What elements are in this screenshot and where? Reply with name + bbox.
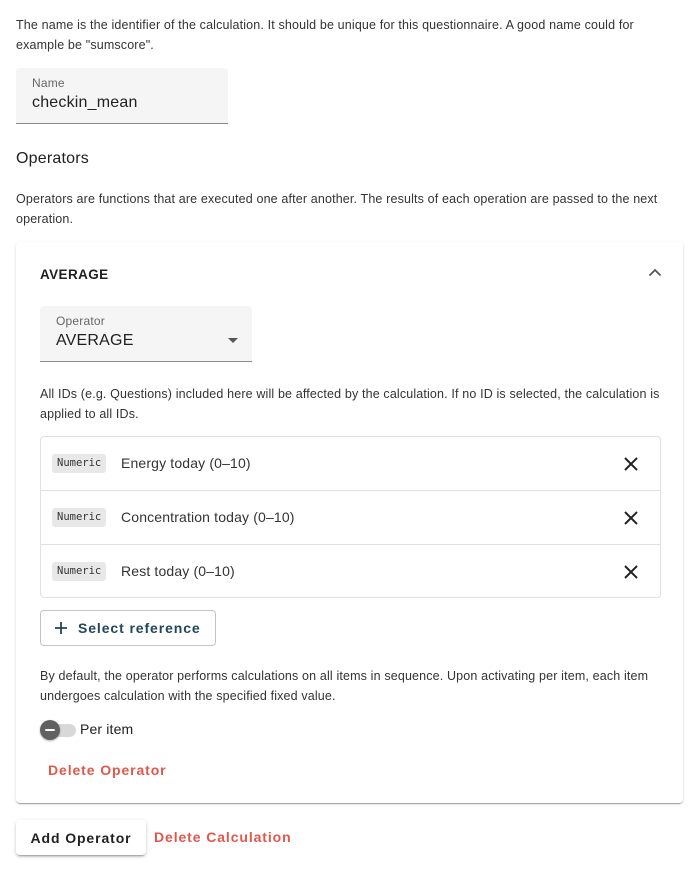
name-field[interactable] [16, 68, 228, 124]
list-item [41, 437, 660, 491]
reference-label: Rest today (0–10) [121, 563, 235, 579]
operator-select-label: Operator [56, 314, 105, 328]
operator-select[interactable] [40, 306, 252, 362]
add-operator-button[interactable]: Add Operator [16, 820, 146, 855]
reference-label: Concentration today (0–10) [121, 509, 295, 525]
type-chip: Numeric [52, 562, 106, 581]
operator-card-title: AVERAGE [40, 267, 109, 282]
delete-calculation-button[interactable]: Delete Calculation [154, 829, 292, 845]
name-description: The name is the identifier of the calculation. It should be unique for this questionnaire. A good name could for example be "sumscore". [16, 18, 634, 52]
per-item-label: Per item [80, 721, 134, 737]
close-icon[interactable] [619, 452, 643, 476]
name-field-label: Name [32, 76, 65, 90]
reference-list [40, 436, 661, 598]
type-chip: Numeric [52, 508, 106, 527]
operators-description: Operators are functions that are executed one after another. The results of each operation are passed to the next operation. [16, 192, 658, 226]
chevron-up-icon[interactable] [643, 260, 667, 284]
per-item-description: By default, the operator performs calculations on all items in sequence. Upon activating per item, each item undergoes calculation with the specified fixed value. [40, 669, 649, 703]
toggle-thumb [40, 720, 60, 740]
list-item [41, 491, 660, 545]
operators-heading: Operators [16, 150, 89, 167]
reference-label: Energy today (0–10) [121, 455, 251, 471]
select-reference-label: Select reference [78, 620, 201, 636]
close-icon[interactable] [619, 506, 643, 530]
dropdown-arrow-icon[interactable] [228, 330, 238, 348]
type-chip: Numeric [52, 454, 106, 473]
plus-icon [53, 620, 69, 636]
select-reference-button[interactable] [40, 610, 216, 646]
operator-card [16, 242, 683, 803]
close-icon[interactable] [619, 560, 643, 584]
operator-select-value: AVERAGE [56, 332, 134, 349]
name-field-value[interactable]: checkin_mean [32, 94, 138, 111]
delete-operator-button[interactable]: Delete Operator [48, 762, 167, 778]
list-item [41, 545, 660, 598]
ids-description: All IDs (e.g. Questions) included here will be affected by the calculation. If no ID is selected, the calculation is applied to all IDs. [40, 387, 660, 421]
per-item-toggle[interactable] [40, 720, 78, 740]
